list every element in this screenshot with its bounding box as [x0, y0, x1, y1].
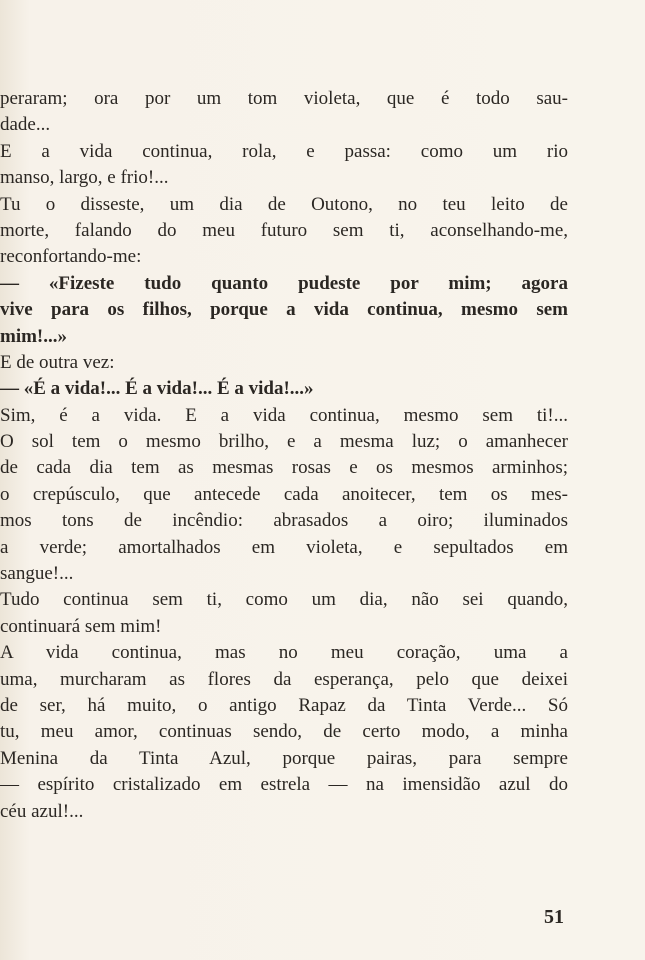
text-line: E a vida continua, rola, e passa: como um rio [0, 140, 568, 162]
text-line: Sim, é a vida. E a vida continua, mesmo sem ti!... [0, 404, 568, 426]
text-line: continuará sem mim! [0, 615, 162, 637]
text-line: dade... [0, 114, 51, 136]
text-line-bold: mim!...» [0, 325, 68, 347]
page-number: 51 [544, 906, 564, 928]
body-text [0, 86, 568, 825]
text-line: sangue!... [0, 563, 74, 585]
text-line-bold: vive para os filhos, porque a vida continua, mesmo sem [0, 299, 568, 321]
text-line: céu azul!... [0, 800, 84, 822]
text-line: peraram; ora por um tom violeta, que é todo sau- [0, 88, 568, 109]
text-line: O sol tem o mesmo brilho, e a mesma luz; o amanhecer [0, 431, 568, 453]
text-line: de cada dia tem as mesmas rosas e os mesmos arminhos; [0, 457, 568, 479]
text-line: reconfortando-me: [0, 246, 142, 268]
text-line: o crepúsculo, que antecede cada anoitecer, tem os mes- [0, 483, 568, 505]
text-line: morte, falando do meu futuro sem ti, aconselhando-me, [0, 219, 568, 241]
text-line: E de outra vez: [0, 351, 115, 373]
text-line: Menina da Tinta Azul, porque pairas, para sempre [0, 747, 568, 769]
text-line: a verde; amortalhados em violeta, e sepultados em [0, 536, 568, 558]
text-line: Tudo continua sem ti, como um dia, não sei quando, [0, 589, 568, 611]
text-line-bold: — «É a vida!... É a vida!... É a vida!...» [0, 378, 314, 400]
text-line: manso, largo, e frio!... [0, 167, 169, 189]
text-line-bold: — «Fizeste tudo quanto pudeste por mim; agora [0, 272, 568, 294]
text-line: Tu o disseste, um dia de Outono, no teu leito de [0, 193, 568, 215]
text-line: — espírito cristalizado em estrela — na imensidão azul do [0, 774, 568, 796]
text-line: de ser, há muito, o antigo Rapaz da Tinta Verde... Só [0, 694, 568, 716]
text-line: tu, meu amor, continuas sendo, de certo modo, a minha [0, 721, 568, 743]
text-line: uma, murcharam as flores da esperança, pelo que deixei [0, 668, 568, 690]
text-line: mos tons de incêndio: abrasados a oiro; iluminados [0, 510, 568, 532]
text-line: A vida continua, mas no meu coração, uma a [0, 642, 568, 664]
